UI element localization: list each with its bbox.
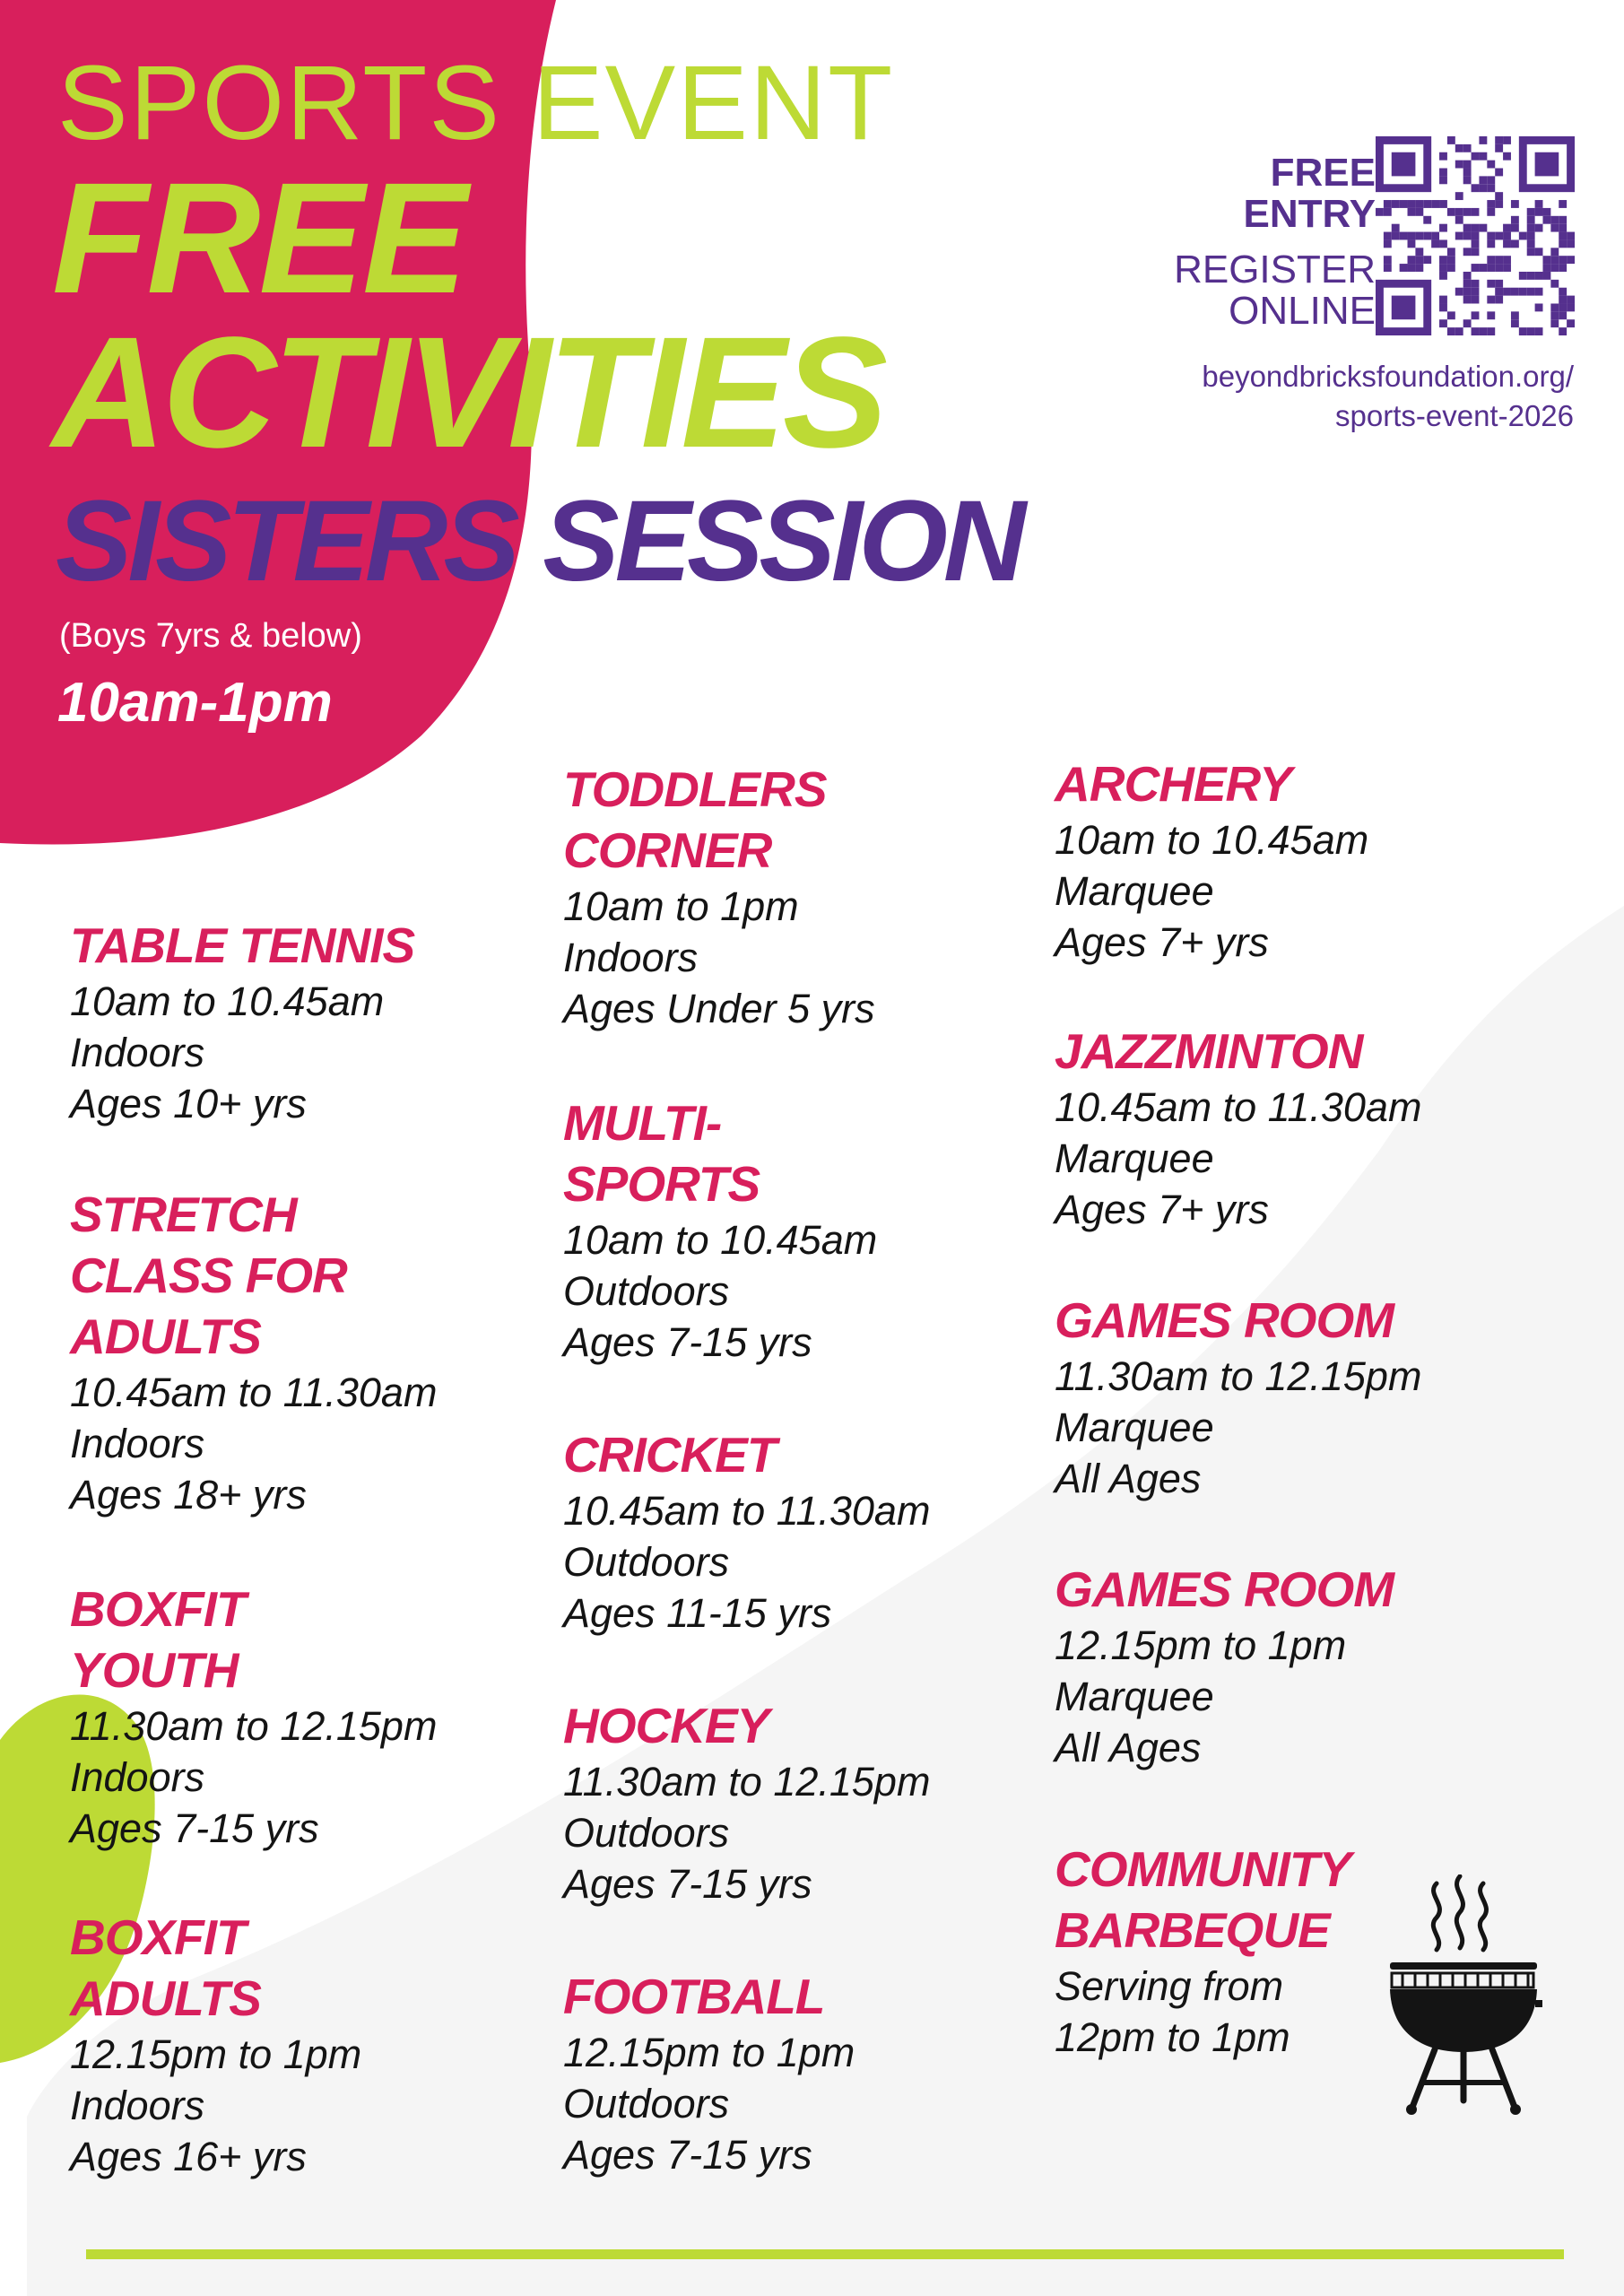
activity-ages: Ages Under 5 yrs <box>563 986 875 1031</box>
activity-location: Indoors <box>70 1754 205 1800</box>
activity-time: 11.30am to 12.15pm <box>1055 1353 1422 1399</box>
register-online-line-2: ONLINE <box>1229 289 1376 333</box>
activity-time: 10.45am to 11.30am <box>70 1370 438 1415</box>
session-note: (Boys 7yrs & below) <box>59 617 362 655</box>
activity-ages: Ages 7+ yrs <box>1055 1187 1269 1232</box>
activity-time: 11.30am to 12.15pm <box>563 1759 931 1805</box>
activity-time: 10am to 10.45am <box>70 978 385 1024</box>
activity-location: Outdoors <box>563 1810 730 1856</box>
activity-name: GAMES ROOM <box>1055 1561 1394 1617</box>
activity-ages: Ages 10+ yrs <box>70 1081 307 1126</box>
activity-ages: Ages 7+ yrs <box>1055 919 1269 965</box>
activity-jazzminton <box>1055 1021 1421 1235</box>
activity-name: STRETCH CLASS FOR ADULTS <box>70 1187 347 1364</box>
activity-ages: Ages 7-15 yrs <box>563 1319 812 1365</box>
activity-time: 10.45am to 11.30am <box>563 1488 931 1534</box>
activity-location: Marquee <box>1055 1135 1214 1181</box>
activity-name: FOOTBALL <box>563 1969 825 2024</box>
activity-name: HOCKEY <box>563 1698 769 1753</box>
activity-ages: All Ages <box>1055 1725 1202 1770</box>
activity-ages: Ages 16+ yrs <box>70 2134 307 2179</box>
activity-ages: Ages 7-15 yrs <box>563 2132 812 2178</box>
activity-stretch-class <box>70 1184 437 1520</box>
activity-name: CRICKET <box>563 1427 777 1483</box>
activity-location: Outdoors <box>563 1539 730 1585</box>
activity-name: BOXFIT ADULTS <box>70 1909 261 2026</box>
qr-code-icon[interactable] <box>1376 136 1575 335</box>
register-online-line-1: REGISTER <box>1174 248 1376 291</box>
footer-divider <box>86 2249 1564 2259</box>
barbeque-serving-line-1: Serving from <box>1055 1963 1284 2009</box>
activity-location: Indoors <box>70 2083 205 2128</box>
activity-toddlers-corner <box>563 759 875 1034</box>
activity-boxfit-youth <box>70 1578 437 1854</box>
activity-community-barbeque <box>1055 1839 1350 2063</box>
registration-url-line-2[interactable]: sports-event-2026 <box>1335 399 1574 432</box>
activity-ages: Ages 11-15 yrs <box>563 1590 832 1636</box>
headline-free: FREE <box>52 151 466 326</box>
activity-time: 12.15pm to 1pm <box>1055 1622 1347 1668</box>
activity-ages: All Ages <box>1055 1456 1202 1501</box>
activity-football <box>563 1966 855 2180</box>
barbeque-serving-line-2: 12pm to 1pm <box>1055 2014 1290 2060</box>
activity-table-tennis <box>70 915 414 1129</box>
activity-location: Outdoors <box>563 1268 730 1314</box>
activity-name: MULTI- SPORTS <box>563 1095 760 1212</box>
activity-time: 12.15pm to 1pm <box>70 2031 362 2077</box>
free-entry-line-1: FREE <box>1270 151 1376 195</box>
activity-location: Indoors <box>70 1421 205 1466</box>
session-time: 10am-1pm <box>57 672 333 734</box>
activity-time: 10am to 10.45am <box>563 1217 878 1263</box>
activity-name: TABLE TENNIS <box>70 918 415 973</box>
activity-archery <box>1055 753 1368 968</box>
event-label: SPORTS EVENT <box>57 44 895 162</box>
activity-name: JAZZMINTON <box>1055 1023 1363 1079</box>
activity-time: 11.30am to 12.15pm <box>70 1703 438 1749</box>
headline-activities: ACTIVITIES <box>52 305 885 481</box>
activity-cricket <box>563 1424 930 1639</box>
activity-hockey <box>563 1695 930 1909</box>
activity-ages: Ages 7-15 yrs <box>70 1805 319 1851</box>
activity-time: 10am to 1pm <box>563 883 799 929</box>
activity-time: 10.45am to 11.30am <box>1055 1084 1422 1130</box>
activity-ages: Ages 7-15 yrs <box>563 1861 812 1907</box>
free-entry-line-2: ENTRY <box>1243 192 1376 236</box>
activity-name: ARCHERY <box>1055 756 1291 812</box>
activity-location: Marquee <box>1055 868 1214 914</box>
activity-games-room-2 <box>1055 1559 1394 1773</box>
activity-time: 12.15pm to 1pm <box>563 2030 855 2075</box>
activity-time: 10am to 10.45am <box>1055 817 1369 863</box>
session-title: SISTERS SESSION <box>56 477 1022 605</box>
activity-location: Outdoors <box>563 2081 730 2126</box>
activity-location: Marquee <box>1055 1674 1214 1719</box>
activity-boxfit-adults <box>70 1907 361 2182</box>
activity-location: Marquee <box>1055 1405 1214 1450</box>
activity-location: Indoors <box>563 935 699 980</box>
activity-name: GAMES ROOM <box>1055 1292 1394 1348</box>
barbeque-grill-icon <box>1381 1874 1542 2117</box>
activity-name: COMMUNITY BARBEQUE <box>1055 1841 1351 1958</box>
registration-url-line-1[interactable]: beyondbricksfoundation.org/ <box>1202 360 1574 393</box>
activity-name: TODDLERS CORNER <box>563 761 827 878</box>
activity-name: BOXFIT YOUTH <box>70 1581 246 1698</box>
activity-multi-sports <box>563 1092 877 1368</box>
activity-ages: Ages 18+ yrs <box>70 1472 307 1518</box>
activity-games-room-1 <box>1055 1290 1421 1504</box>
activity-location: Indoors <box>70 1030 205 1075</box>
